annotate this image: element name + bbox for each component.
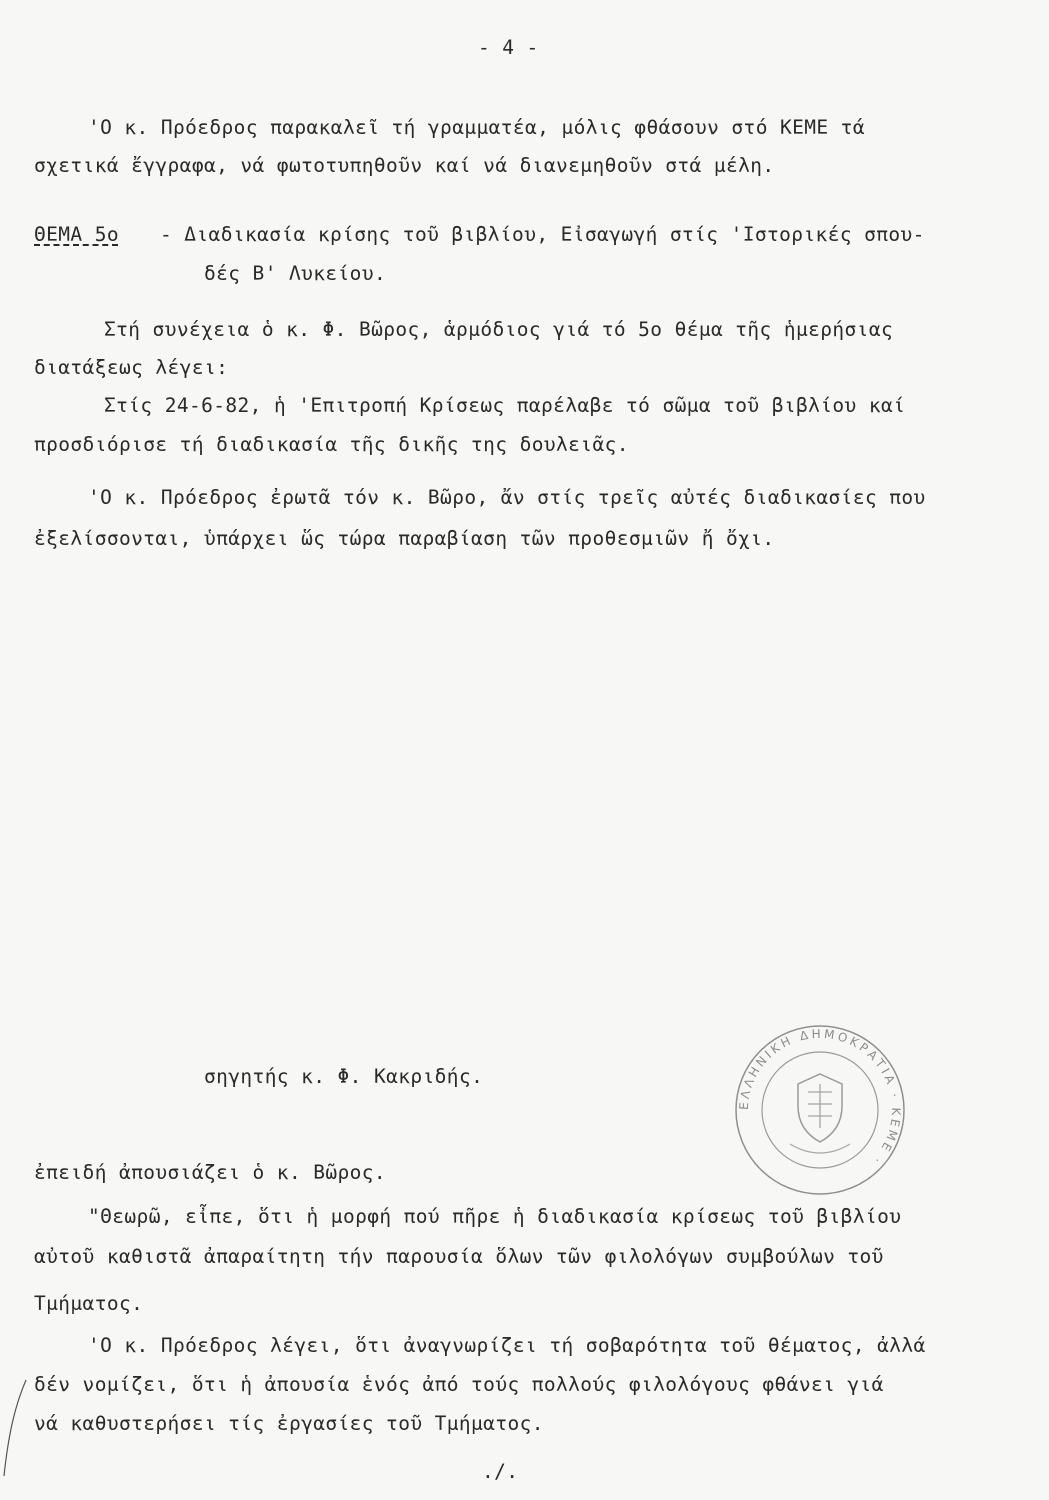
section-heading-thema-5: ΘΕΜΑ 5ο bbox=[34, 223, 119, 246]
paragraph-line: Στή συνέχεια ὁ κ. Φ. Βῶρος, ἁρμόδιος γιά τό 5ο θέμα τῆς ἡμερήσιας bbox=[104, 318, 894, 341]
continuation-mark: ./. bbox=[482, 1460, 519, 1483]
section-heading-text: σηγητής κ. Φ. Κακριδής. bbox=[204, 1065, 484, 1088]
margin-pencil-mark bbox=[0, 1378, 30, 1478]
svg-text:ΕΛΛΗΝΙΚΗ ΔΗΜΟΚΡΑΤΙΑ · ΚΕΜΕ ·: ΕΛΛΗΝΙΚΗ ΔΗΜΟΚΡΑΤΙΑ · ΚΕΜΕ · bbox=[736, 1026, 904, 1169]
paragraph-line: σχετικά ἔγγραφα, νά φωτοτυπηθοῦν καί νά διανεμηθοῦν στά μέλη. bbox=[34, 154, 775, 177]
paragraph-line: 'Ο κ. Πρόεδρος λέγει, ὅτι ἀναγνωρίζει τή σοβαρότητα τοῦ θέματος, ἀλλά bbox=[88, 1334, 926, 1357]
paragraph-line: προσδιόρισε τή διαδικασία τῆς δικῆς της δουλειᾶς. bbox=[34, 433, 629, 456]
paragraph-line: αὐτοῦ καθιστᾶ ἀπαραίτητη τήν παρουσία ὅλων τῶν φιλολόγων συμβούλων τοῦ bbox=[34, 1245, 884, 1268]
paragraph-line: δέν νομίζει, ὅτι ἡ ἀπουσία ἑνός ἀπό τούς πολλούς φιλολόγους φθάνει γιά bbox=[34, 1373, 884, 1396]
section-heading-text: - Διαδικασία κρίσης τοῦ βιβλίου, Εἰσαγωγή στίς 'Ιστορικές σπου- bbox=[160, 223, 925, 246]
paragraph-line: ἐπειδή ἀπουσιάζει ὁ κ. Βῶρος. bbox=[34, 1161, 387, 1184]
paragraph-line: 'Ο κ. Πρόεδρος παρακαλεῖ τή γραμματέα, μόλις φθάσουν στό ΚΕΜΕ τά bbox=[88, 116, 865, 139]
paragraph-line: Τμήματος. bbox=[34, 1292, 144, 1315]
official-seal bbox=[732, 1022, 908, 1198]
paragraph-line: 'Ο κ. Πρόεδρος ἐρωτᾶ τόν κ. Βῶρο, ἄν στίς τρεῖς αὐτές διαδικασίες που bbox=[88, 486, 926, 509]
paragraph-line: "Θεωρῶ, εἶπε, ὅτι ἡ μορφή πού πῆρε ἡ διαδικασία κρίσεως τοῦ βιβλίου bbox=[88, 1205, 902, 1228]
section-heading-text: δές Β' Λυκείου. bbox=[204, 262, 387, 285]
paragraph-line: Στίς 24-6-82, ἡ 'Επιτροπή Κρίσεως παρέλαβε τό σῶμα τοῦ βιβλίου καί bbox=[104, 394, 906, 417]
paragraph-line: διατάξεως λέγει: bbox=[34, 356, 229, 379]
paragraph-line: ἐξελίσσονται, ὑπάρχει ὥς τώρα παραβίαση τῶν προθεσμιῶν ἤ ὄχι. bbox=[34, 527, 775, 550]
page-number: - 4 - bbox=[478, 36, 539, 59]
paragraph-line: νά καθυστερήσει τίς ἐργασίες τοῦ Τμήματος. bbox=[34, 1412, 544, 1435]
